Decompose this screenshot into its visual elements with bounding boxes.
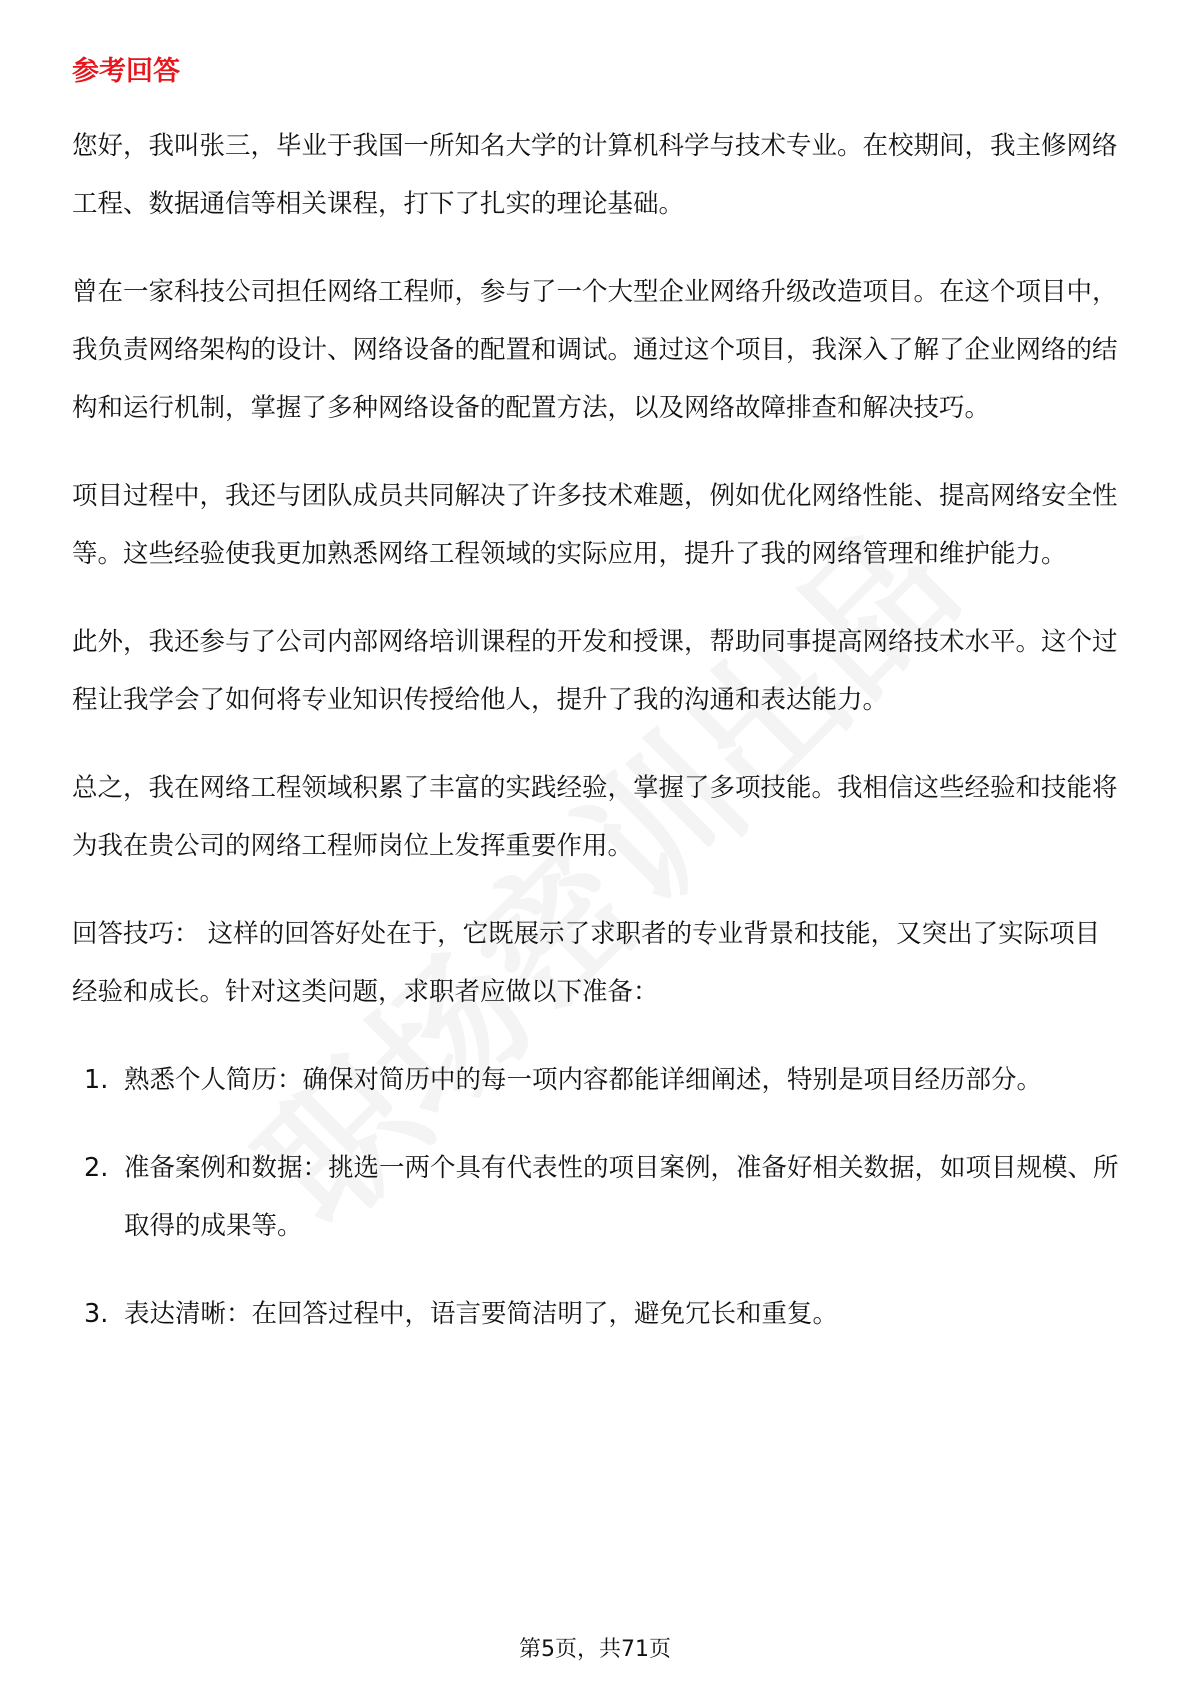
list-number: 1. — [84, 1065, 109, 1095]
list-item — [72, 1051, 1124, 1109]
list-text: 准备案例和数据：挑选一两个具有代表性的项目案例，准备好相关数据，如项目规模、所取得的成果等。 — [124, 1153, 1119, 1241]
list-number: 3. — [84, 1299, 109, 1329]
tips-list — [72, 1051, 1124, 1343]
answer-content — [72, 117, 1124, 1373]
list-item — [72, 1285, 1124, 1343]
list-text: 熟悉个人简历：确保对简历中的每一项内容都能详细阐述，特别是项目经历部分。 — [124, 1065, 1043, 1095]
paragraph-training: 此外，我还参与了公司内部网络培训课程的开发和授课，帮助同事提高网络技术水平。这个过程让我学会了如何将专业知识传授给他人，提升了我的沟通和表达能力。 — [72, 627, 1118, 715]
paragraph-experience: 曾在一家科技公司担任网络工程师，参与了一个大型企业网络升级改造项目。在这个项目中，我负责网络架构的设计、网络设备的配置和调试。通过这个项目，我深入了解了企业网络的结构和运行机制，掌握了多种网络设备的配置方法，以及网络故障排查和解决技巧。 — [72, 277, 1118, 423]
list-item — [72, 1139, 1124, 1255]
paragraph-intro: 您好，我叫张三，毕业于我国一所知名大学的计算机科学与技术专业。在校期间，我主修网络工程、数据通信等相关课程，打下了扎实的理论基础。 — [72, 131, 1118, 219]
paragraph-tips-intro: 回答技巧： 这样的回答好处在于，它既展示了求职者的专业背景和技能，又突出了实际项目经验和成长。针对这类问题，求职者应做以下准备： — [72, 919, 1101, 1007]
section-title: 参考回答 — [72, 56, 180, 87]
page-number: 第5页，共71页 — [519, 1637, 671, 1662]
list-number: 2. — [84, 1153, 109, 1183]
paragraph-teamwork: 项目过程中，我还与团队成员共同解决了许多技术难题，例如优化网络性能、提高网络安全性等。这些经验使我更加熟悉网络工程领域的实际应用，提升了我的网络管理和维护能力。 — [72, 481, 1118, 569]
paragraph-summary: 总之，我在网络工程领域积累了丰富的实践经验，掌握了多项技能。我相信这些经验和技能将为我在贵公司的网络工程师岗位上发挥重要作用。 — [72, 773, 1118, 861]
list-text: 表达清晰：在回答过程中，语言要简洁明了，避免冗长和重复。 — [124, 1299, 839, 1329]
